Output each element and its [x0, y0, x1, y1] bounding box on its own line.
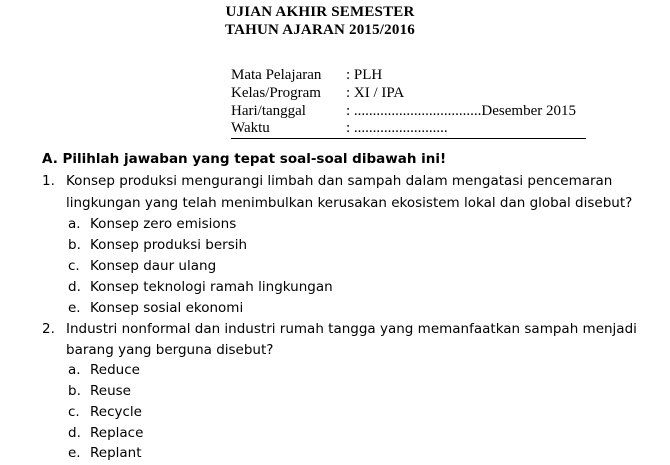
header-divider [231, 138, 586, 139]
option-letter: d. [68, 425, 81, 441]
option-letter: b. [68, 237, 81, 253]
info-value: : PLH [346, 67, 383, 83]
section-a-title: A. Pilihlah jawaban yang tepat soal-soal dibawah ini! [42, 151, 447, 167]
option-letter: a. [68, 362, 81, 378]
question-text-line2: lingkungan yang telah menimbulkan kerusakan ekosistem lokal dan global disebut? [66, 195, 633, 211]
option-text: Konsep produksi bersih [90, 237, 248, 253]
info-label: Waktu [231, 120, 270, 136]
question-number: 1. [42, 173, 55, 189]
option-text: Konsep daur ulang [90, 258, 217, 274]
question-text-line1: Konsep produksi mengurangi limbah dan sampah dalam mengatasi pencemaran [66, 173, 613, 189]
info-label: Mata Pelajaran [231, 67, 322, 83]
option-text: Konsep zero emisions [90, 216, 237, 232]
option-letter: e. [68, 445, 81, 461]
option-text: Reduce [90, 362, 140, 378]
question-text-line2: barang yang berguna disebut? [66, 342, 274, 358]
info-value: : ......................... [346, 120, 448, 136]
info-label: Hari/tanggal [231, 103, 306, 119]
option-letter: c. [68, 258, 80, 274]
option-text: Reuse [90, 383, 131, 399]
option-text: Replant [90, 445, 142, 461]
info-value: : XI / IPA [346, 85, 405, 101]
option-letter: d. [68, 279, 81, 295]
exam-title: UJIAN AKHIR SEMESTER [225, 4, 415, 20]
option-letter: a. [68, 216, 81, 232]
option-text: Konsep sosial ekonomi [90, 300, 244, 316]
question-text-line1: Industri nonformal dan industri rumah tangga yang memanfaatkan sampah menjadi [66, 321, 637, 337]
academic-year-title: TAHUN AJARAN 2015/2016 [225, 22, 415, 38]
info-value: : ..................................Desember 2015 [346, 103, 576, 119]
option-letter: c. [68, 404, 80, 420]
option-text: Recycle [90, 404, 142, 420]
option-text: Replace [90, 425, 144, 441]
option-letter: b. [68, 383, 81, 399]
option-text: Konsep teknologi ramah lingkungan [90, 279, 333, 295]
question-number: 2. [42, 321, 55, 337]
info-label: Kelas/Program [231, 85, 321, 101]
option-letter: e. [68, 300, 81, 316]
